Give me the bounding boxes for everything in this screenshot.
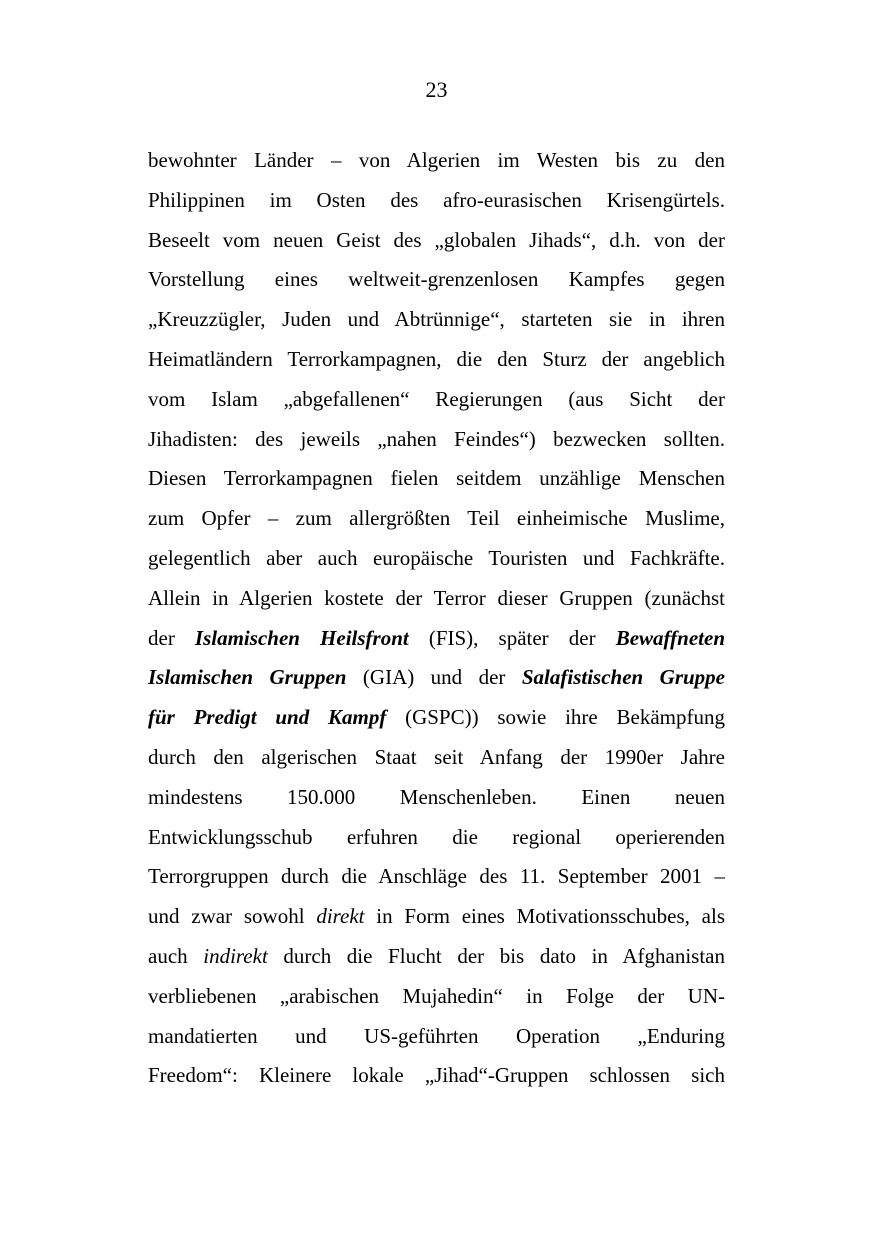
text-line bbox=[148, 698, 725, 738]
text-run: bewohnter Länder – von Algerien im Westen bis zu den bbox=[148, 148, 725, 172]
text-line bbox=[148, 539, 725, 579]
text-run: Philippinen im Osten des afro-eurasischen Krisengürtels. bbox=[148, 187, 725, 212]
text-line bbox=[148, 738, 725, 778]
text-run: (GSPC)) sowie ihre Bekämpfung bbox=[386, 705, 725, 730]
text-line bbox=[148, 897, 725, 937]
text-run: Freedom“: Kleinere lokale „Jihad“-Gruppen schlossen sich bbox=[148, 1063, 725, 1088]
text-line bbox=[148, 420, 725, 460]
text-run: der bbox=[148, 625, 195, 650]
text-run: Jihadisten: des jeweils „nahen Feindes“) bezwecken sollten. bbox=[148, 426, 725, 451]
body-text bbox=[148, 141, 725, 1096]
text-run: zum Opfer – zum allergrößten Teil einheimische Muslime, bbox=[148, 506, 725, 531]
text-run: (FIS), später der bbox=[408, 625, 616, 650]
text-line bbox=[148, 937, 725, 977]
text-line bbox=[148, 857, 725, 897]
emphasized-text: für Predigt und Kampf bbox=[148, 705, 387, 730]
text-run: Vorstellung eines weltweit-grenzenlosen Kampfes gegen bbox=[148, 267, 725, 292]
text-run: Beseelt vom neuen Geist des „globalen Jihads“, d.h. von der bbox=[148, 227, 725, 252]
text-line bbox=[148, 300, 725, 340]
text-line bbox=[148, 619, 725, 659]
page-number: 23 bbox=[425, 77, 448, 102]
emphasized-text: indirekt bbox=[203, 943, 268, 968]
text-run: vom Islam „abgefallenen“ Regierungen (aus Sicht der bbox=[148, 386, 725, 411]
emphasized-text: Islamischen Heilsfront bbox=[194, 625, 409, 650]
text-run: mandatierten und US-geführten Operation „Enduring bbox=[148, 1023, 725, 1048]
text-run: mindestens 150.000 Menschenleben. Einen neuen bbox=[148, 784, 725, 809]
text-line bbox=[148, 579, 725, 619]
text-run: durch die Flucht der bis dato in Afghanistan bbox=[267, 943, 725, 968]
text-line bbox=[148, 1017, 725, 1057]
text-run: Diesen Terrorkampagnen fielen seitdem unzählige Menschen bbox=[148, 466, 725, 491]
text-run: Terrorgruppen durch die Anschläge des 11. September 2001 – bbox=[148, 864, 725, 889]
text-line bbox=[148, 141, 725, 181]
text-run: auch bbox=[148, 943, 204, 968]
text-run: durch den algerischen Staat seit Anfang der 1990er Jahre bbox=[148, 744, 725, 769]
emphasized-text: Bewaffneten bbox=[615, 625, 725, 650]
text-line bbox=[148, 778, 725, 818]
text-line bbox=[148, 459, 725, 499]
text-run: Heimatländern Terrorkampagnen, die den Sturz der angeblich bbox=[148, 346, 725, 371]
text-run: (GIA) und der bbox=[346, 665, 522, 690]
text-run: und zwar sowohl bbox=[148, 904, 317, 929]
text-line bbox=[148, 977, 725, 1017]
text-run: verbliebenen „arabischen Mujahedin“ in Folge der UN- bbox=[148, 983, 725, 1008]
text-run: Entwicklungsschub erfuhren die regional operierenden bbox=[148, 824, 725, 849]
text-line bbox=[148, 380, 725, 420]
emphasized-text: Islamischen Gruppen bbox=[148, 665, 347, 690]
text-line bbox=[148, 658, 725, 698]
text-line bbox=[148, 340, 725, 380]
emphasized-text: direkt bbox=[316, 904, 365, 929]
text-run: „Kreuzzügler, Juden und Abtrünnige“, starteten sie in ihren bbox=[148, 307, 725, 332]
text-line bbox=[148, 1056, 725, 1096]
text-line bbox=[148, 818, 725, 858]
text-line bbox=[148, 499, 725, 539]
text-line bbox=[148, 260, 725, 300]
text-run: Allein in Algerien kostete der Terror dieser Gruppen (zunächst bbox=[148, 585, 725, 610]
emphasized-text: Salafistischen Gruppe bbox=[521, 665, 725, 690]
text-line bbox=[148, 221, 725, 261]
text-line bbox=[148, 181, 725, 221]
text-run: gelegentlich aber auch europäische Touristen und Fachkräfte. bbox=[148, 545, 725, 570]
text-run: in Form eines Motivationsschubes, als bbox=[364, 904, 725, 929]
